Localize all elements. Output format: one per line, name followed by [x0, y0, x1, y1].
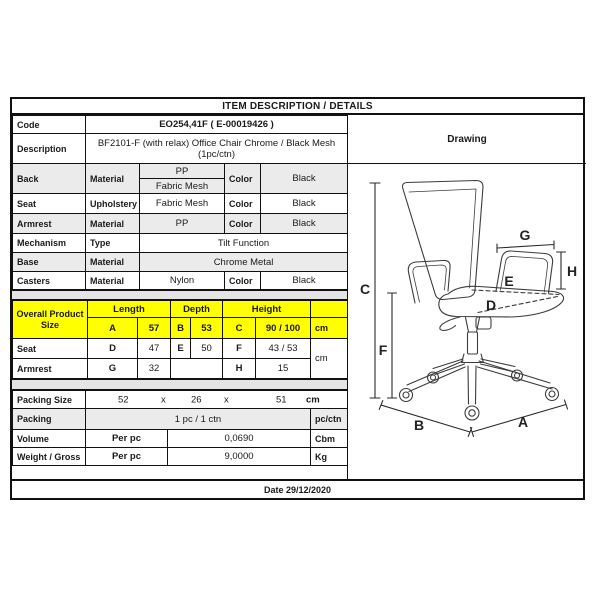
dim-label-h: H: [566, 263, 578, 279]
casters-label: Casters: [13, 272, 86, 290]
volume-label: Volume: [13, 430, 86, 448]
dim-label-a: A: [517, 414, 529, 430]
seat-material: Fabric Mesh: [140, 194, 225, 214]
volume-unit: Cbm: [311, 430, 348, 448]
dim-label-f: F: [378, 342, 388, 358]
sheet-title: ITEM DESCRIPTION / DETAILS: [10, 97, 585, 115]
size-col-depth: Depth: [171, 301, 223, 318]
packing-unit: pc/ctn: [311, 409, 348, 430]
seat-color-value: Black: [261, 194, 348, 214]
packing-size-label: Packing Size: [13, 391, 86, 409]
description-label: Description: [13, 134, 86, 164]
armrest-attr: Material: [86, 214, 140, 234]
packing-size-value: [86, 391, 348, 409]
back-attr: Material: [86, 164, 140, 194]
dim-b-key: B: [171, 318, 191, 339]
office-chair-illustration: [348, 164, 586, 474]
size-col-length: Length: [88, 301, 171, 318]
dim-e-key: E: [171, 339, 191, 359]
casters-color-label: Color: [225, 272, 261, 290]
materials-table: [12, 115, 348, 290]
drawing-column: [348, 115, 586, 479]
dim-label-g: G: [519, 227, 531, 243]
dim-a-key: A: [88, 318, 138, 339]
code-label: Code: [13, 116, 86, 134]
dim-label-b: B: [413, 417, 425, 433]
dim-g-value: 32: [138, 359, 171, 379]
dim-e-value: 50: [191, 339, 223, 359]
back-material-1: PP: [140, 164, 225, 179]
packing-size-unit: cm: [306, 394, 320, 405]
details-column: [12, 115, 348, 479]
back-color-label: Color: [225, 164, 261, 194]
base-value: Chrome Metal: [140, 253, 348, 272]
weight-value: 9,0000: [168, 448, 311, 466]
volume-per: Per pc: [86, 430, 168, 448]
base-attr: Material: [86, 253, 140, 272]
size-seat-label: Seat: [13, 339, 88, 359]
date-footer: Date 29/12/2020: [10, 481, 585, 500]
armrest-label: Armrest: [13, 214, 86, 234]
weight-unit: Kg: [311, 448, 348, 466]
size-unit: cm: [311, 318, 348, 339]
seat-armrest-unit: cm: [311, 339, 348, 379]
seat-attr: Upholstery: [86, 194, 140, 214]
dim-h-value: 15: [256, 359, 311, 379]
weight-label: Weight / Gross: [13, 448, 86, 466]
size-unit-blank: [311, 301, 348, 318]
mechanism-attr: Type: [86, 234, 140, 253]
volume-value: 0,0690: [168, 430, 311, 448]
mechanism-value: Tilt Function: [140, 234, 348, 253]
packing-size-x2: x: [224, 394, 229, 405]
armrest-color-value: Black: [261, 214, 348, 234]
dim-a-value: 57: [138, 318, 171, 339]
dim-label-e: E: [504, 273, 514, 289]
size-section-label: Overall Product Size: [13, 301, 88, 339]
main-table: [10, 115, 585, 481]
dim-h-key: H: [223, 359, 256, 379]
casters-color-value: Black: [261, 272, 348, 290]
dim-f-value: 43 / 53: [256, 339, 311, 359]
weight-per: Per pc: [86, 448, 168, 466]
dim-c-key: C: [223, 318, 256, 339]
mechanism-label: Mechanism: [13, 234, 86, 253]
description-value: BF2101-F (with relax) Office Chair Chrome / Black Mesh (1pc/ctn): [86, 134, 348, 164]
divider-band: [12, 290, 347, 300]
armrest-material: PP: [140, 214, 225, 234]
packing-label: Packing: [13, 409, 86, 430]
back-color-value: Black: [261, 164, 348, 194]
dim-g-key: G: [88, 359, 138, 379]
divider-band: [12, 379, 347, 390]
packing-size-x1: x: [161, 394, 166, 405]
size-table: [12, 300, 348, 379]
dim-d-value: 47: [138, 339, 171, 359]
size-col-height: Height: [223, 301, 311, 318]
back-material-2: Fabric Mesh: [140, 179, 225, 194]
dim-f-key: F: [223, 339, 256, 359]
dim-label-c: C: [359, 281, 371, 297]
packing-value: 1 pc / 1 ctn: [86, 409, 311, 430]
packing-size-h: 51: [276, 394, 287, 405]
armrest-color-label: Color: [225, 214, 261, 234]
packing-size-l: 52: [118, 394, 129, 405]
dim-d-key: D: [88, 339, 138, 359]
drawing-title: Drawing: [348, 115, 586, 164]
packing-size-d: 26: [191, 394, 202, 405]
dim-b-value: 53: [191, 318, 223, 339]
casters-attr: Material: [86, 272, 140, 290]
armrest-depth-blank: [171, 359, 223, 379]
packing-table: [12, 390, 348, 466]
seat-color-label: Color: [225, 194, 261, 214]
seat-label: Seat: [13, 194, 86, 214]
code-value: EO254,41F ( E-00019426 ): [86, 116, 348, 134]
spec-sheet: [10, 97, 585, 500]
size-armrest-label: Armrest: [13, 359, 88, 379]
dim-c-value: 90 / 100: [256, 318, 311, 339]
dim-label-d: D: [485, 297, 497, 313]
chair-drawing: [348, 164, 586, 479]
back-label: Back: [13, 164, 86, 194]
base-label: Base: [13, 253, 86, 272]
casters-material: Nylon: [140, 272, 225, 290]
